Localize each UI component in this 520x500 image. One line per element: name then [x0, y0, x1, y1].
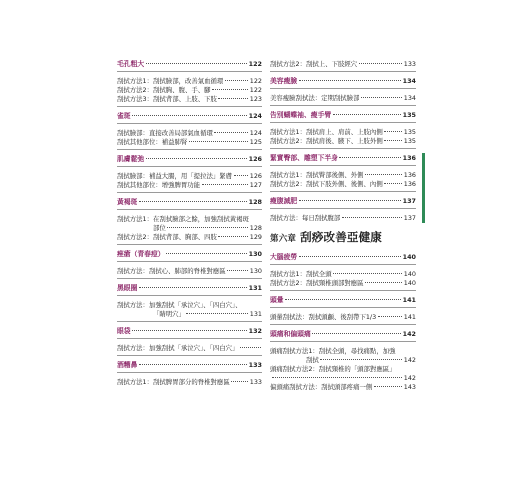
page-number: 137	[402, 197, 416, 205]
entry-text: 刮拭方法1：在刮拭臉部之餘，加強刮拭黃褐斑	[117, 215, 249, 223]
entry-text: 刮拭方法2：刮拭肩後、腋下、上肢外側	[270, 137, 383, 145]
section-divider	[270, 122, 416, 123]
section-divider	[117, 192, 262, 193]
section-heading[interactable]	[270, 111, 416, 120]
page-number: 142	[403, 356, 416, 364]
page-number: 124	[249, 129, 262, 137]
section-divider	[270, 165, 416, 166]
page-number: 128	[248, 198, 262, 206]
section-heading[interactable]	[117, 284, 262, 293]
toc-entry-line1[interactable]	[117, 215, 262, 224]
section-divider	[270, 88, 416, 89]
page-number: 130	[248, 250, 262, 258]
entry-text: 眼袋	[117, 327, 131, 335]
toc-entry[interactable]	[117, 172, 262, 181]
chapter-number: 第六章	[270, 234, 297, 244]
entry-text: 刮拭方法1：刮拭脾胃部分的脊椎對應區	[117, 378, 230, 386]
dot-leader	[384, 131, 402, 132]
dot-leader	[146, 63, 247, 64]
dot-leader	[312, 333, 401, 334]
entry-text: 刮拭方法：加強刮拭「承泣穴」、「四白穴」、	[117, 301, 242, 309]
toc-entry-line1[interactable]	[270, 347, 416, 356]
page-number: 141	[402, 296, 416, 304]
page-number: 126	[248, 155, 262, 163]
dot-leader	[139, 364, 247, 365]
section-divider	[117, 355, 262, 356]
section-heading[interactable]	[270, 296, 416, 305]
entry-text: 緊實臀部、雕塑下半身	[270, 154, 338, 162]
section-heading[interactable]	[270, 197, 416, 206]
section-heading[interactable]	[117, 361, 262, 370]
toc-entry[interactable]	[270, 180, 416, 189]
entry-text: 刮拭其他部位：增強脾胃功能	[117, 181, 201, 189]
chapter-title: 刮痧改善亞健康	[300, 230, 383, 244]
dot-leader	[240, 347, 261, 348]
toc-entry[interactable]	[117, 233, 262, 242]
dot-leader	[218, 236, 248, 237]
dot-leader	[374, 386, 403, 387]
entry-text: 肌膚鬆弛	[117, 155, 145, 163]
entry-text: 刮拭方法2：刮拭頸椎頭部對應區	[270, 279, 364, 287]
toc-entry[interactable]	[270, 270, 416, 279]
chapter-heading	[270, 229, 416, 245]
section-heading[interactable]	[117, 60, 262, 69]
dot-leader	[299, 80, 401, 81]
section-heading[interactable]	[117, 155, 262, 164]
dot-leader	[320, 359, 402, 360]
entry-text-cont: 部位	[153, 224, 166, 232]
entry-text: 刮拭方法2：刮拭胸、腹、手、腳	[117, 86, 211, 94]
entry-text: 告別蝴蝶袖、瘦手臂	[270, 111, 332, 119]
section-heading[interactable]	[270, 253, 416, 262]
entry-text: 頭暈	[270, 296, 284, 304]
page-number: 130	[249, 267, 262, 275]
dot-leader	[218, 98, 248, 99]
page-number: 134	[402, 77, 416, 85]
page-number: 133	[403, 60, 416, 68]
section-divider	[117, 209, 262, 210]
section-divider	[270, 105, 416, 106]
toc-entry[interactable]	[117, 129, 262, 138]
entry-text: 刮拭方法：刮拭心、肺部的脊椎對應區	[117, 267, 226, 275]
toc-entry-line2[interactable]	[270, 356, 416, 365]
toc-entry-line1[interactable]	[117, 301, 262, 310]
entry-text: 毛孔粗大	[117, 60, 145, 68]
toc-entry[interactable]	[117, 378, 262, 387]
page-number: 129	[249, 233, 262, 241]
page-number: 131	[248, 284, 262, 292]
section-heading[interactable]	[270, 330, 416, 339]
dot-leader	[146, 158, 247, 159]
toc-entry[interactable]	[117, 344, 262, 353]
section-divider	[270, 148, 416, 149]
dot-leader	[234, 175, 249, 176]
section-heading[interactable]	[117, 112, 262, 121]
section-divider	[270, 307, 416, 308]
entry-text: 頭暈刮拭法：刮拭頭顱、後刮帶下1/3	[270, 313, 377, 321]
toc-left-column	[117, 60, 262, 387]
toc-entry[interactable]	[270, 137, 416, 146]
toc-entry[interactable]	[117, 267, 262, 276]
dot-leader	[132, 115, 247, 116]
page-number: 137	[403, 214, 416, 222]
toc-entry[interactable]	[117, 181, 262, 190]
dot-leader	[333, 114, 401, 115]
page-number: 140	[402, 253, 416, 261]
dot-leader	[189, 141, 249, 142]
entry-text: 偏頭痛刮拭方法：刮拭頭部疼痛一側	[270, 383, 373, 391]
dot-leader	[342, 217, 403, 218]
toc-entry[interactable]	[270, 128, 416, 137]
page-number: 126	[249, 172, 262, 180]
dot-leader	[166, 253, 247, 254]
entry-text: 刮拭方法1：刮拭全頭	[270, 270, 332, 278]
page-number: 140	[403, 279, 416, 287]
dot-leader	[212, 89, 248, 90]
entry-text: 頭痛刮拭方法1：刮拭全頭，尋找痛點，加強	[270, 347, 396, 355]
toc-right-bottom	[270, 253, 416, 392]
entry-text: 刮拭方法2：刮拭背部、胸部、四肢	[117, 233, 217, 241]
section-divider	[270, 264, 416, 265]
page-number: 122	[248, 60, 262, 68]
section-divider	[270, 191, 416, 192]
dot-leader	[227, 270, 248, 271]
section-heading[interactable]	[117, 327, 262, 336]
dot-leader	[139, 287, 247, 288]
entry-text: 大腦疲勞	[270, 253, 298, 261]
toc-entry-line2[interactable]	[270, 374, 416, 383]
section-divider	[117, 166, 262, 167]
page-number: 135	[403, 137, 416, 145]
toc-right-column	[270, 60, 416, 392]
page-number: 134	[403, 94, 416, 102]
dot-leader	[299, 256, 401, 257]
toc-entry[interactable]	[117, 95, 262, 104]
entry-text: 刮拭方法1：刮拭臉部，改善氣血循環	[117, 77, 224, 85]
section-divider	[117, 278, 262, 279]
entry-text: 酒糟鼻	[117, 361, 138, 369]
page-number: 133	[248, 361, 262, 369]
entry-text: 刮拭方法3：刮拭背部、上肢、下肢	[117, 95, 217, 103]
page-number: 122	[249, 77, 262, 85]
dot-leader	[361, 97, 402, 98]
page-number: 127	[249, 181, 262, 189]
page-number: 128	[249, 224, 262, 232]
page-number: 122	[249, 86, 262, 94]
section-divider	[117, 321, 262, 322]
dot-leader	[186, 313, 248, 314]
entry-text: 頭痛和偏頭痛	[270, 330, 311, 338]
dot-leader	[339, 157, 401, 158]
dot-leader	[365, 174, 402, 175]
toc-entry[interactable]	[117, 86, 262, 95]
entry-text: 刮拭方法2：刮拭下肢外側、後側、內側	[270, 180, 383, 188]
entry-text: 刮拭方法：加強刮拭「承泣穴」、「四白穴」	[117, 344, 239, 352]
section-divider	[270, 290, 416, 291]
section-divider	[270, 71, 416, 72]
dot-leader	[225, 80, 248, 81]
toc-entry[interactable]	[270, 313, 416, 322]
section-divider	[270, 341, 416, 342]
entry-text: 黑眼圈	[117, 284, 138, 292]
entry-text: 瘦腹減肥	[270, 197, 298, 205]
entry-text: 刮拭方法2：刮拭上、下肢經穴	[270, 60, 358, 68]
section-divider	[117, 149, 262, 150]
section-divider	[117, 244, 262, 245]
entry-text: 頭痛刮拭方法2：刮拭頸椎的「頭部對應區」	[270, 365, 396, 373]
dot-leader	[378, 316, 403, 317]
page-number: 140	[403, 270, 416, 278]
dot-leader	[231, 381, 248, 382]
entry-text: 刮拭方法1：刮拭肩上、肩前、上肢內側	[270, 128, 383, 136]
entry-text: 美容瘦臉	[270, 77, 298, 85]
entry-text: 刮拭方法1：刮拭臀部後側、外側	[270, 171, 364, 179]
page-number: 136	[402, 154, 416, 162]
page-number: 131	[249, 310, 262, 318]
entry-text: 黃褐斑	[117, 198, 138, 206]
section-divider	[270, 208, 416, 209]
dot-leader	[285, 299, 401, 300]
dot-leader	[167, 227, 248, 228]
toc-entry[interactable]	[270, 383, 416, 392]
entry-text: 刮拭其他部位：補益肺腎	[117, 138, 188, 146]
section-heading[interactable]	[270, 154, 416, 163]
dot-leader	[202, 184, 249, 185]
toc-entry[interactable]	[270, 279, 416, 288]
entry-text: 痤瘡（青春痘）	[117, 250, 165, 258]
page-number: 135	[402, 111, 416, 119]
section-divider	[117, 295, 262, 296]
page-edge-marker	[422, 153, 425, 223]
page-number: 136	[403, 180, 416, 188]
section-divider	[117, 123, 262, 124]
page-number: 136	[403, 171, 416, 179]
entry-text: 刮拭臉部：直接改善局部氣血循環	[117, 129, 213, 137]
entry-text: 刮拭臉部：補益大腸，用「提拉法」緊膚	[117, 172, 233, 180]
entry-text-cont: 「睛明穴」	[153, 310, 185, 318]
section-divider	[117, 261, 262, 262]
dot-leader	[132, 330, 247, 331]
toc-entry-line1[interactable]	[270, 365, 416, 374]
toc-entry[interactable]	[270, 171, 416, 180]
toc-entry[interactable]	[270, 94, 416, 103]
dot-leader	[139, 201, 247, 202]
page-number: 142	[402, 330, 416, 338]
page-number: 125	[249, 138, 262, 146]
dot-leader	[272, 377, 403, 378]
toc-entry[interactable]	[270, 60, 416, 69]
section-heading[interactable]	[117, 250, 262, 259]
toc-entry[interactable]	[270, 214, 416, 223]
entry-text: 美容瘦臉刮拭法：定期刮拭臉部	[270, 94, 360, 102]
entry-text-cont: 刮拭	[306, 356, 319, 364]
toc-entry-line2[interactable]	[117, 310, 262, 319]
entry-text: 雀斑	[117, 112, 131, 120]
dot-leader	[359, 63, 403, 64]
page-number: 132	[248, 327, 262, 335]
page-number: 123	[249, 95, 262, 103]
dot-leader	[214, 132, 248, 133]
section-divider	[117, 106, 262, 107]
page-number: 143	[403, 383, 416, 391]
page-number: 141	[403, 313, 416, 321]
dot-leader	[333, 273, 402, 274]
dot-leader	[365, 282, 402, 283]
section-divider	[117, 71, 262, 72]
toc-entry[interactable]	[117, 77, 262, 86]
section-divider	[117, 372, 262, 373]
page-number: 124	[248, 112, 262, 120]
page-number: 133	[249, 378, 262, 386]
toc-right-top	[270, 60, 416, 223]
dot-leader	[384, 140, 402, 141]
dot-leader	[384, 183, 402, 184]
section-divider	[117, 338, 262, 339]
dot-leader	[299, 200, 401, 201]
section-divider	[270, 324, 416, 325]
page-number: 135	[403, 128, 416, 136]
section-heading[interactable]	[117, 198, 262, 207]
toc-entry-line2[interactable]	[117, 224, 262, 233]
section-heading[interactable]	[270, 77, 416, 86]
toc-entry[interactable]	[117, 138, 262, 147]
page-number: 142	[403, 374, 416, 382]
entry-text: 刮拭方法：每日刮拭腹部	[270, 214, 341, 222]
